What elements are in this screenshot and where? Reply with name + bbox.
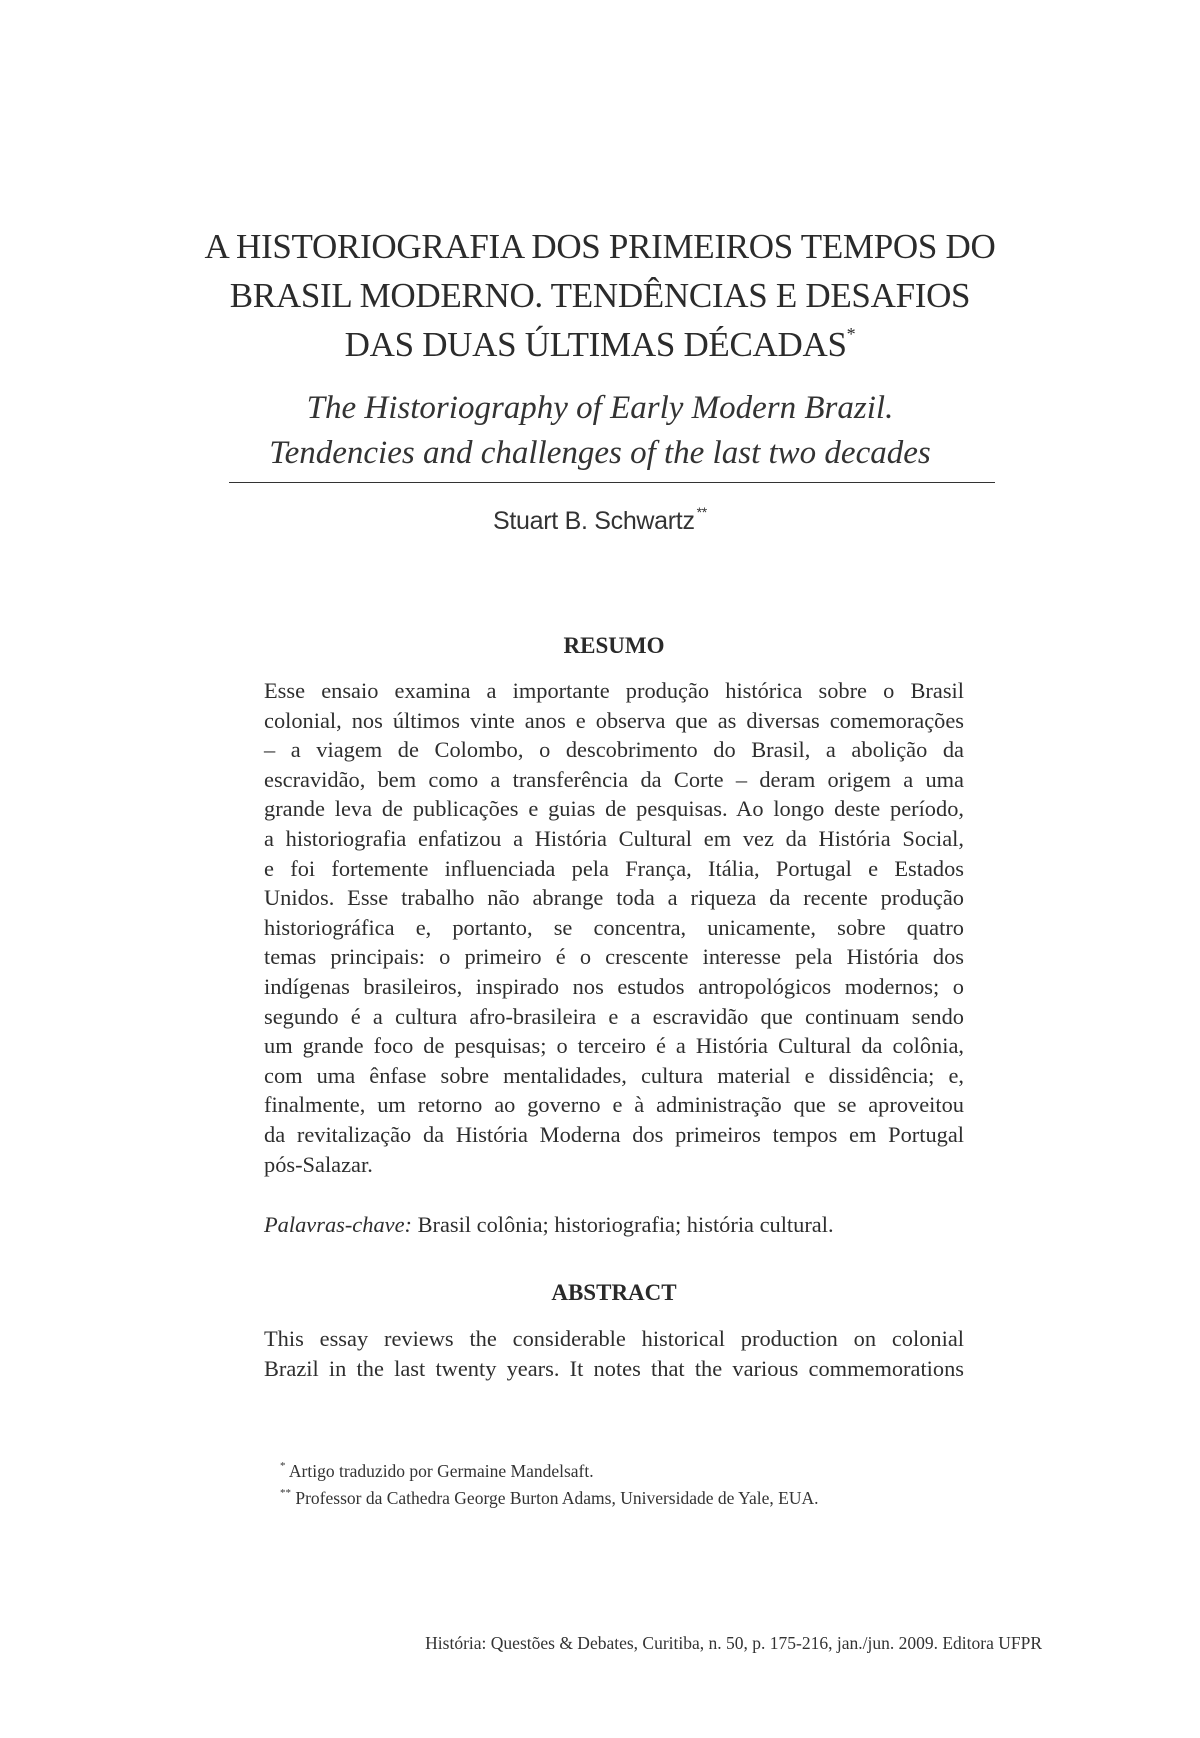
abstract-body (264, 1324, 964, 1383)
keywords-line (264, 1212, 964, 1238)
footnote-text: Professor da Cathedra George Burton Adams, Universidade de Yale, EUA. (291, 1488, 819, 1508)
footnote-text: Artigo traduzido por Germaine Mandelsaft. (285, 1461, 594, 1481)
resumo-line: escravidão, bem como a transferência da Corte – deram origem a uma (264, 766, 964, 792)
resumo-line: e foi fortemente influenciada pela França, Itália, Portugal e Estados (264, 855, 964, 881)
resumo-line: da revitalização da História Moderna dos primeiros tempos em Portugal (264, 1121, 964, 1147)
footnote (280, 1458, 980, 1485)
author-footnote-mark: ** (696, 504, 707, 520)
abstract-line: Brazil in the last twenty years. It notes that the various commemorations (264, 1355, 964, 1381)
title-footnote-mark: * (846, 324, 856, 344)
resumo-line: Esse ensaio examina a importante produção histórica sobre o Brasil (264, 678, 964, 703)
author-name: Stuart B. Schwartz (493, 507, 695, 535)
abstract-line: This essay reviews the considerable historical production on colonial (264, 1326, 964, 1351)
article-title (150, 222, 1050, 369)
resumo-heading: RESUMO (563, 633, 665, 658)
abstract-heading: ABSTRACT (551, 1280, 677, 1305)
title-divider (229, 482, 995, 483)
keywords-text: Brasil colônia; historiografia; história cultural. (411, 1212, 834, 1237)
keywords-label: Palavras-chave: (264, 1212, 412, 1237)
resumo-line: grande leva de publicações e guias de pesquisas. Ao longo deste período, (264, 796, 964, 822)
resumo-line: pós-Salazar. (264, 1151, 373, 1177)
article-subtitle (150, 386, 1050, 476)
resumo-line: finalmente, um retorno ao governo e à administração que se aproveitou (264, 1092, 964, 1118)
footnote-mark: * (280, 1460, 286, 1472)
resumo-line: colonial, nos últimos vinte anos e observa que as diversas comemorações (264, 707, 964, 733)
title-line (150, 320, 1050, 369)
page-footer-citation: História: Questões & Debates, Curitiba, n. 50, p. 175-216, jan./jun. 2009. Editora UFPR (425, 1633, 1042, 1653)
resumo-line: a historiografia enfatizou a História Cultural em vez da História Social, (264, 825, 964, 851)
title-line-text: DAS DUAS ÚLTIMAS DÉCADAS (344, 325, 847, 364)
footnote-mark: ** (280, 1487, 291, 1499)
resumo-body (264, 676, 964, 1179)
resumo-line: segundo é a cultura afro-brasileira e a escravidão que continuam sendo (264, 1003, 964, 1029)
subtitle-line: The Historiography of Early Modern Brazil. (306, 390, 894, 426)
resumo-line: Unidos. Esse trabalho não abrange toda a riqueza da recente produção (264, 885, 964, 911)
resumo-line: com uma ênfase sobre mentalidades, cultura material e dissidência; e, (264, 1062, 964, 1088)
footnote (280, 1485, 980, 1512)
resumo-line: indígenas brasileiros, inspirado nos estudos antropológicos modernos; o (264, 973, 964, 999)
author-line (0, 504, 1200, 536)
resumo-line: historiográfica e, portanto, se concentra, unicamente, sobre quatro (264, 914, 964, 940)
resumo-line: um grande foco de pesquisas; o terceiro é a História Cultural da colônia, (264, 1033, 964, 1059)
resumo-line: temas principais: o primeiro é o crescente interesse pela História dos (264, 944, 964, 970)
title-line: BRASIL MODERNO. TENDÊNCIAS E DESAFIOS (229, 276, 971, 315)
subtitle-line: Tendencies and challenges of the last two decades (269, 435, 931, 471)
footnotes (280, 1458, 980, 1512)
title-line: A HISTORIOGRAFIA DOS PRIMEIROS TEMPOS DO (204, 227, 996, 266)
resumo-line: – a viagem de Colombo, o descobrimento do Brasil, a abolição da (264, 737, 964, 763)
